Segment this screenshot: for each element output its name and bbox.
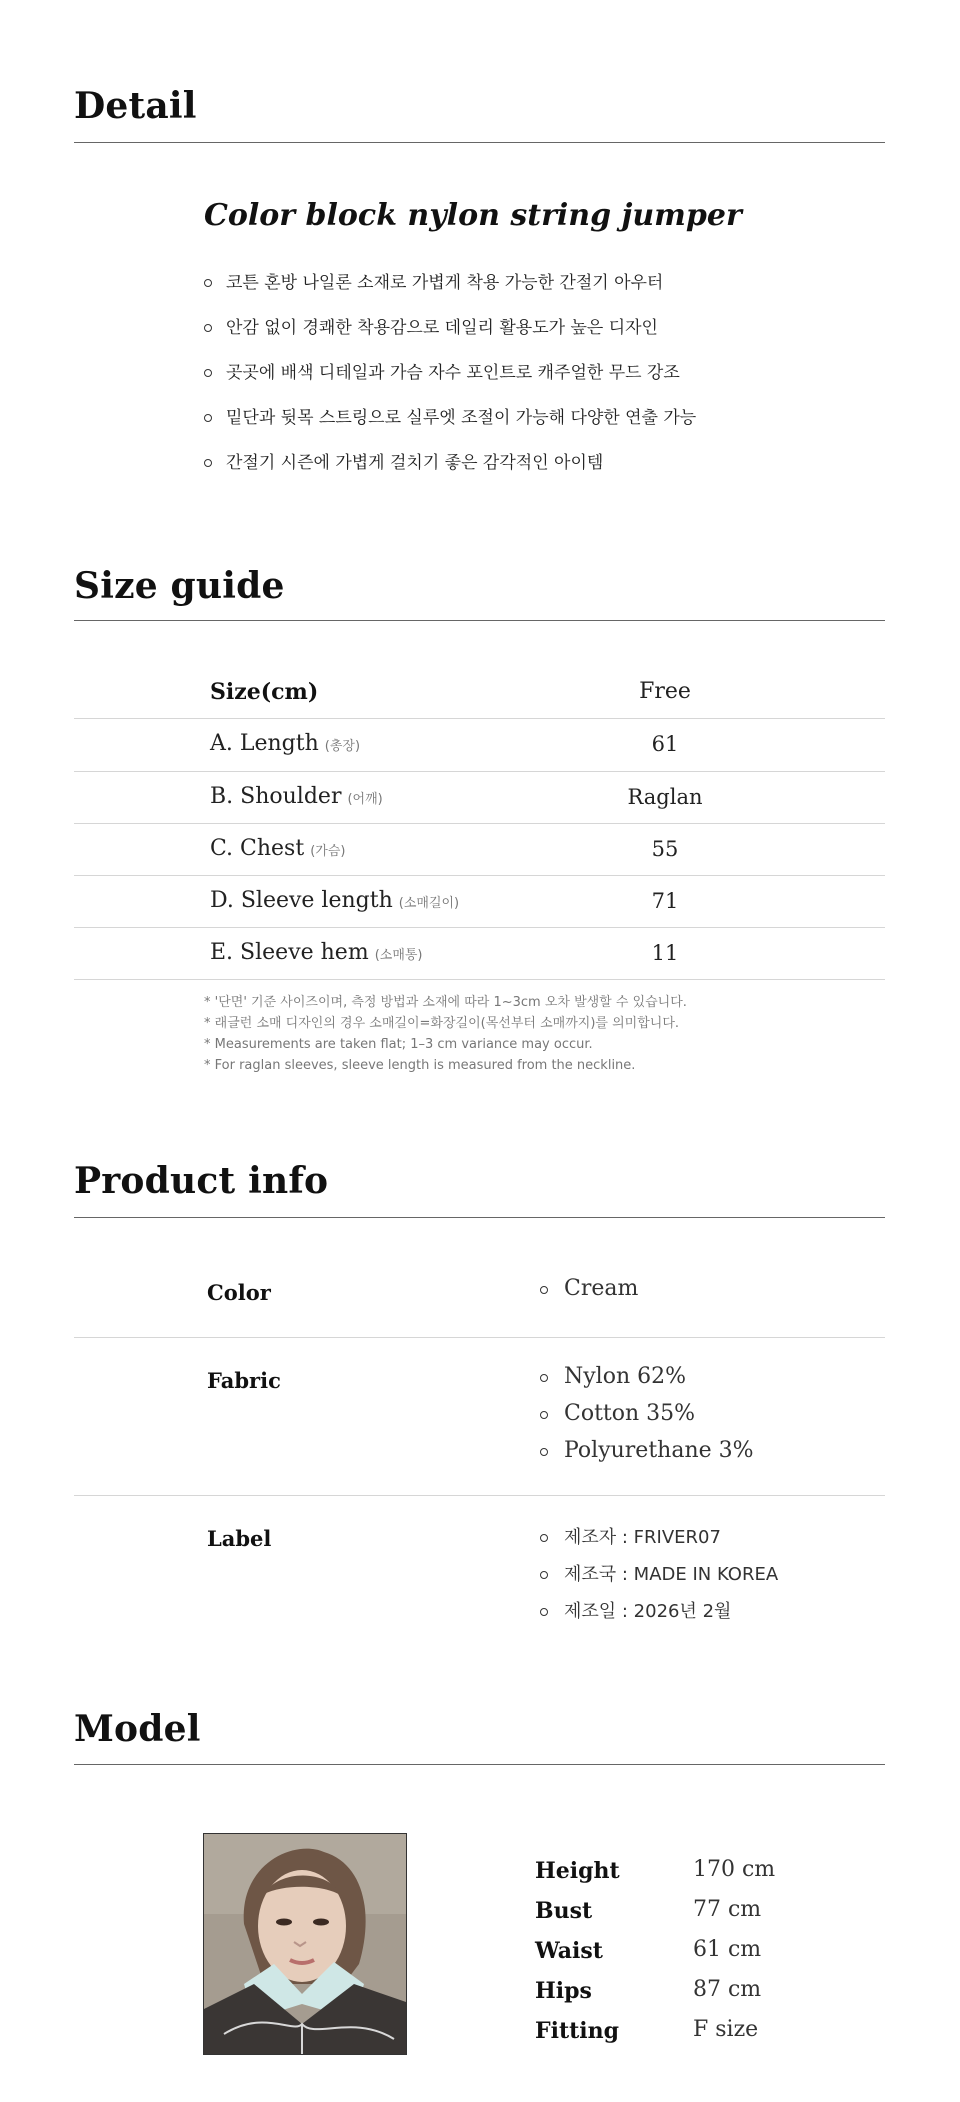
model-stat-value: 61 cm xyxy=(693,1937,762,1962)
size-row-divider xyxy=(74,979,885,980)
product-info-value: Nylon 62% xyxy=(540,1364,754,1401)
product-info-value: Cream xyxy=(540,1276,638,1313)
model-stat-value: 87 cm xyxy=(693,1977,762,2002)
size-guide-heading: Size guide xyxy=(74,565,285,607)
product-info-value: Polyurethane 3% xyxy=(540,1438,754,1475)
product-info-value: Cotton 35% xyxy=(540,1401,754,1438)
model-stat-key: Hips xyxy=(535,1978,592,2004)
model-stat-value: F size xyxy=(693,2017,759,2042)
product-info-divider xyxy=(74,1217,885,1218)
model-stat-bust xyxy=(535,1898,835,1938)
product-info-heading: Product info xyxy=(74,1160,329,1202)
model-stat-value: 170 cm xyxy=(693,1857,776,1882)
product-info-label-list xyxy=(540,1526,778,1637)
size-row-label: A. Length xyxy=(210,731,319,756)
size-row-value: Raglan xyxy=(627,785,703,809)
detail-bullet: 곳곳에 배색 디테일과 가슴 자수 포인트로 캐주얼한 무드 강조 xyxy=(204,362,696,407)
model-stat-fitting xyxy=(535,2018,835,2058)
model-stat-value: 77 cm xyxy=(693,1897,762,1922)
product-info-value: 제조자 : FRIVER07 xyxy=(540,1526,778,1563)
detail-heading: Detail xyxy=(74,85,197,127)
detail-bullet: 간절기 시즌에 가볍게 걸치기 좋은 감각적인 아이템 xyxy=(204,452,696,497)
product-info-color-list xyxy=(540,1276,638,1313)
size-header-free: Free xyxy=(639,679,691,704)
size-header-label: Size(cm) xyxy=(210,679,319,705)
product-info-fabric-list xyxy=(540,1364,754,1475)
size-row-label: C. Chest xyxy=(210,836,305,861)
model-stat-hips xyxy=(535,1978,835,2018)
size-row-label: E. Sleeve hem xyxy=(210,940,369,965)
size-row-label-kr: (총장) xyxy=(324,739,361,754)
size-row-sleeve-length xyxy=(74,876,885,928)
size-row-chest xyxy=(74,824,885,876)
product-info-fabric-key: Fabric xyxy=(207,1368,281,1393)
size-row-value: 11 xyxy=(651,941,679,965)
size-note: * Measurements are taken flat; 1–3 cm variance may occur. xyxy=(204,1037,593,1052)
size-note: * For raglan sleeves, sleeve length is measured from the neckline. xyxy=(204,1058,636,1073)
model-stat-key: Bust xyxy=(535,1898,593,1924)
model-stat-waist xyxy=(535,1938,835,1978)
size-row-label-kr: (소매통) xyxy=(374,948,423,963)
size-row-length xyxy=(74,719,885,771)
size-row-label-kr: (가슴) xyxy=(310,844,346,859)
product-info-value: 제조국 : MADE IN KOREA xyxy=(540,1563,778,1600)
size-row-value: 55 xyxy=(651,837,679,861)
product-title: Color block nylon string jumper xyxy=(204,198,742,233)
product-info-row-divider xyxy=(74,1337,885,1338)
product-info-row-divider xyxy=(74,1495,885,1496)
product-info-color-key: Color xyxy=(207,1280,271,1305)
size-row-value: 61 xyxy=(651,732,679,756)
size-guide-divider xyxy=(74,620,885,621)
model-stat-key: Fitting xyxy=(535,2018,620,2044)
size-row-label-kr: (소매길이) xyxy=(398,896,460,911)
size-row-shoulder xyxy=(74,772,885,824)
model-stat-key: Waist xyxy=(535,1938,603,1964)
detail-bullet: 밑단과 뒷목 스트링으로 실루엣 조절이 가능해 다양한 연출 가능 xyxy=(204,407,696,452)
detail-bullet: 안감 없이 경쾌한 착용감으로 데일리 활용도가 높은 디자인 xyxy=(204,317,696,362)
size-note: * 래글런 소매 디자인의 경우 소매길이=화장길이(목선부터 소매까지)를 의미합니다. xyxy=(204,1016,680,1031)
detail-divider xyxy=(74,142,885,143)
size-note: * '단면' 기준 사이즈이며, 측정 방법과 소재에 따라 1~3cm 오차 발생할 수 있습니다. xyxy=(204,995,687,1010)
product-info-label-key: Label xyxy=(207,1526,272,1551)
size-row-label: D. Sleeve length xyxy=(210,888,393,913)
detail-bullet-list xyxy=(204,272,696,497)
size-row-sleeve-hem xyxy=(74,928,885,980)
detail-bullet: 코튼 혼방 나일론 소재로 가볍게 착용 가능한 간절기 아우터 xyxy=(204,272,696,317)
model-stat-height xyxy=(535,1858,835,1898)
model-divider xyxy=(74,1764,885,1765)
size-row-label-kr: (어깨) xyxy=(347,792,383,807)
size-notes xyxy=(204,992,687,1076)
size-row-label: B. Shoulder xyxy=(210,784,342,809)
model-stat-key: Height xyxy=(535,1858,620,1884)
model-heading: Model xyxy=(74,1708,201,1750)
product-info-value: 제조일 : 2026년 2월 xyxy=(540,1600,778,1637)
model-photo xyxy=(203,1833,407,2055)
size-row-value: 71 xyxy=(651,889,679,913)
